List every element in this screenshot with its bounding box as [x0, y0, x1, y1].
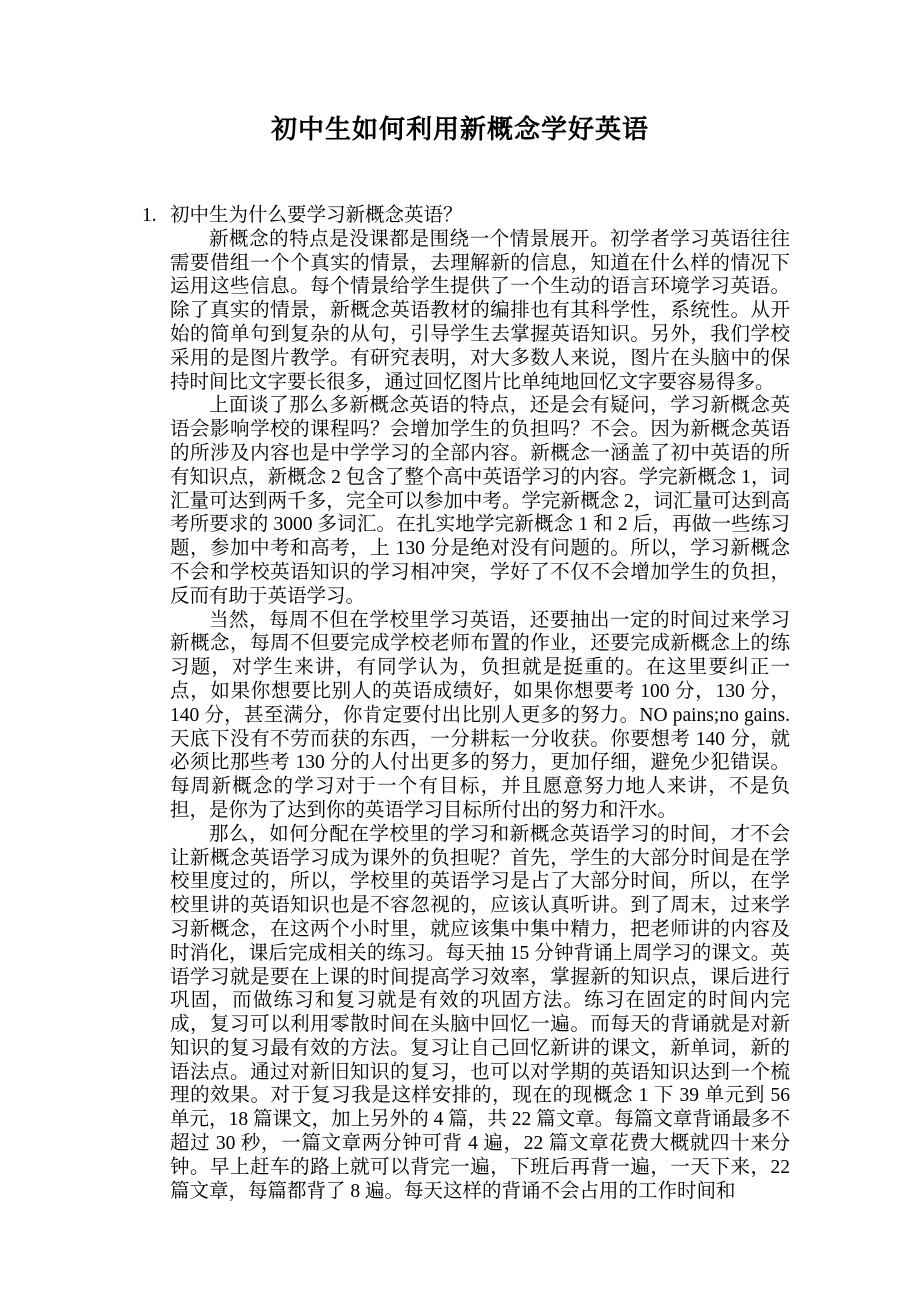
- document-title: 初中生如何利用新概念学好英语: [270, 115, 649, 144]
- list-item-question: 初中生为什么要学习新概念英语？: [170, 205, 463, 226]
- list-item-number: 1.: [142, 205, 157, 226]
- paragraph-2: 上面谈了那么多新概念英语的特点，还是会有疑问，学习新概念英语会影响学校的课程吗？会增加学生的负担吗？不会。因为新概念英语的所涉及内容也是中学学习的全部内容。新概念一涵盖了初中英语的所有知识点，新概念 2 包含了整个高中英语学习的内容。学完新概念 1，词汇量可达到两千多，完全可以参加中考。学完新概念 2，词汇量可达到高考所要求的 3000 多词汇。在扎实地学完新概念 1 和 2 后，再做一些练习题，参加中考和高考，上 130 分是绝对没有问题的。所以，学习新概念不会和学校英语知识的学习相冲突，学好了不仅不会增加学生的负担，反而有助于英语学习。: [170, 395, 790, 607]
- paragraph-group: [170, 228, 790, 1204]
- paragraph-4: 那么，如何分配在学校里的学习和新概念英语学习的时间，才不会让新概念英语学习成为课外的负担呢？首先，学生的大部分时间是在学校里度过的，所以，学校里的英语学习是占了大部分时间，所以，在学校里讲的英语知识也是不容忽视的，应该认真听讲。到了周末，过来学习新概念，在这两个小时里，就应该集中集中精力，把老师讲的内容及时消化，课后完成相关的练习。每天抽 15 分钟背诵上周学习的课文。英语学习就是要在上课的时间提高学习效率，掌握新的知识点，课后进行巩固，而做练习和复习就是有效的巩固方法。练习在固定的时间内完成，复习可以利用零散时间在头脑中回忆一遍。而每天的背诵就是对新知识的复习最有效的方法。复习让自己回忆新讲的课文，新单词，新的语法点。通过对新旧知识的复习，也可以对学期的英语知识达到一个梳理的效果。对于复习我是这样安排的，现在的现概念 1 下 39 单元到 56 单元，18 篇课文，加上另外的 4 篇，共 22 篇文章。每篇文章背诵最多不超过 30 秒，一篇文章两分钟可背 4 遍，22 篇文章花费大概就四十来分钟。早上赶车的路上就可以背完一遍，下班后再背一遍，一天下来，22 篇文章，每篇都背了 8 遍。每天这样的背诵不会占用的工作时间和: [170, 823, 790, 1202]
- paragraph-1: 新概念的特点是没课都是围绕一个情景展开。初学者学习英语往往需要借组一个个真实的情景，去理解新的信息，知道在什么样的情况下运用这些信息。每个情景给学生提供了一个生动的语言环境学习英语。除了真实的情景，新概念英语教材的编排也有其科学性，系统性。从开始的简单句到复杂的从句，引导学生去掌握英语知识。另外，我们学校采用的是图片教学。有研究表明，对大多数人来说，图片在头脑中的保持时间比文字要长很多，通过回忆图片比单纯地回忆文字要容易得多。: [170, 228, 790, 393]
- list-item-heading: [142, 204, 790, 228]
- paragraph-3: 当然，每周不但在学校里学习英语，还要抽出一定的时间过来学习新概念，每周不但要完成学校老师布置的作业，还要完成新概念上的练习题，对学生来讲，有同学认为，负担就是挺重的。在这里要纠正一点，如果你想要比别人的英语成绩好，如果你想要考 100 分，130 分，140 分，甚至满分，你肯定要付出比别人更多的努力。NO pains;no gains.天底下没有不劳而获的东西，一分耕耘一分收获。你要想考 140 分，就必须比那些考 130 分的人付出更多的努力，更加仔细，避免少犯错误。每周新概念的学习对于一个有目标，并且愿意努力地人来讲，不是负担，是你为了达到你的英语学习目标所付出的努力和汗水。: [170, 609, 790, 821]
- document-body: [142, 204, 790, 1203]
